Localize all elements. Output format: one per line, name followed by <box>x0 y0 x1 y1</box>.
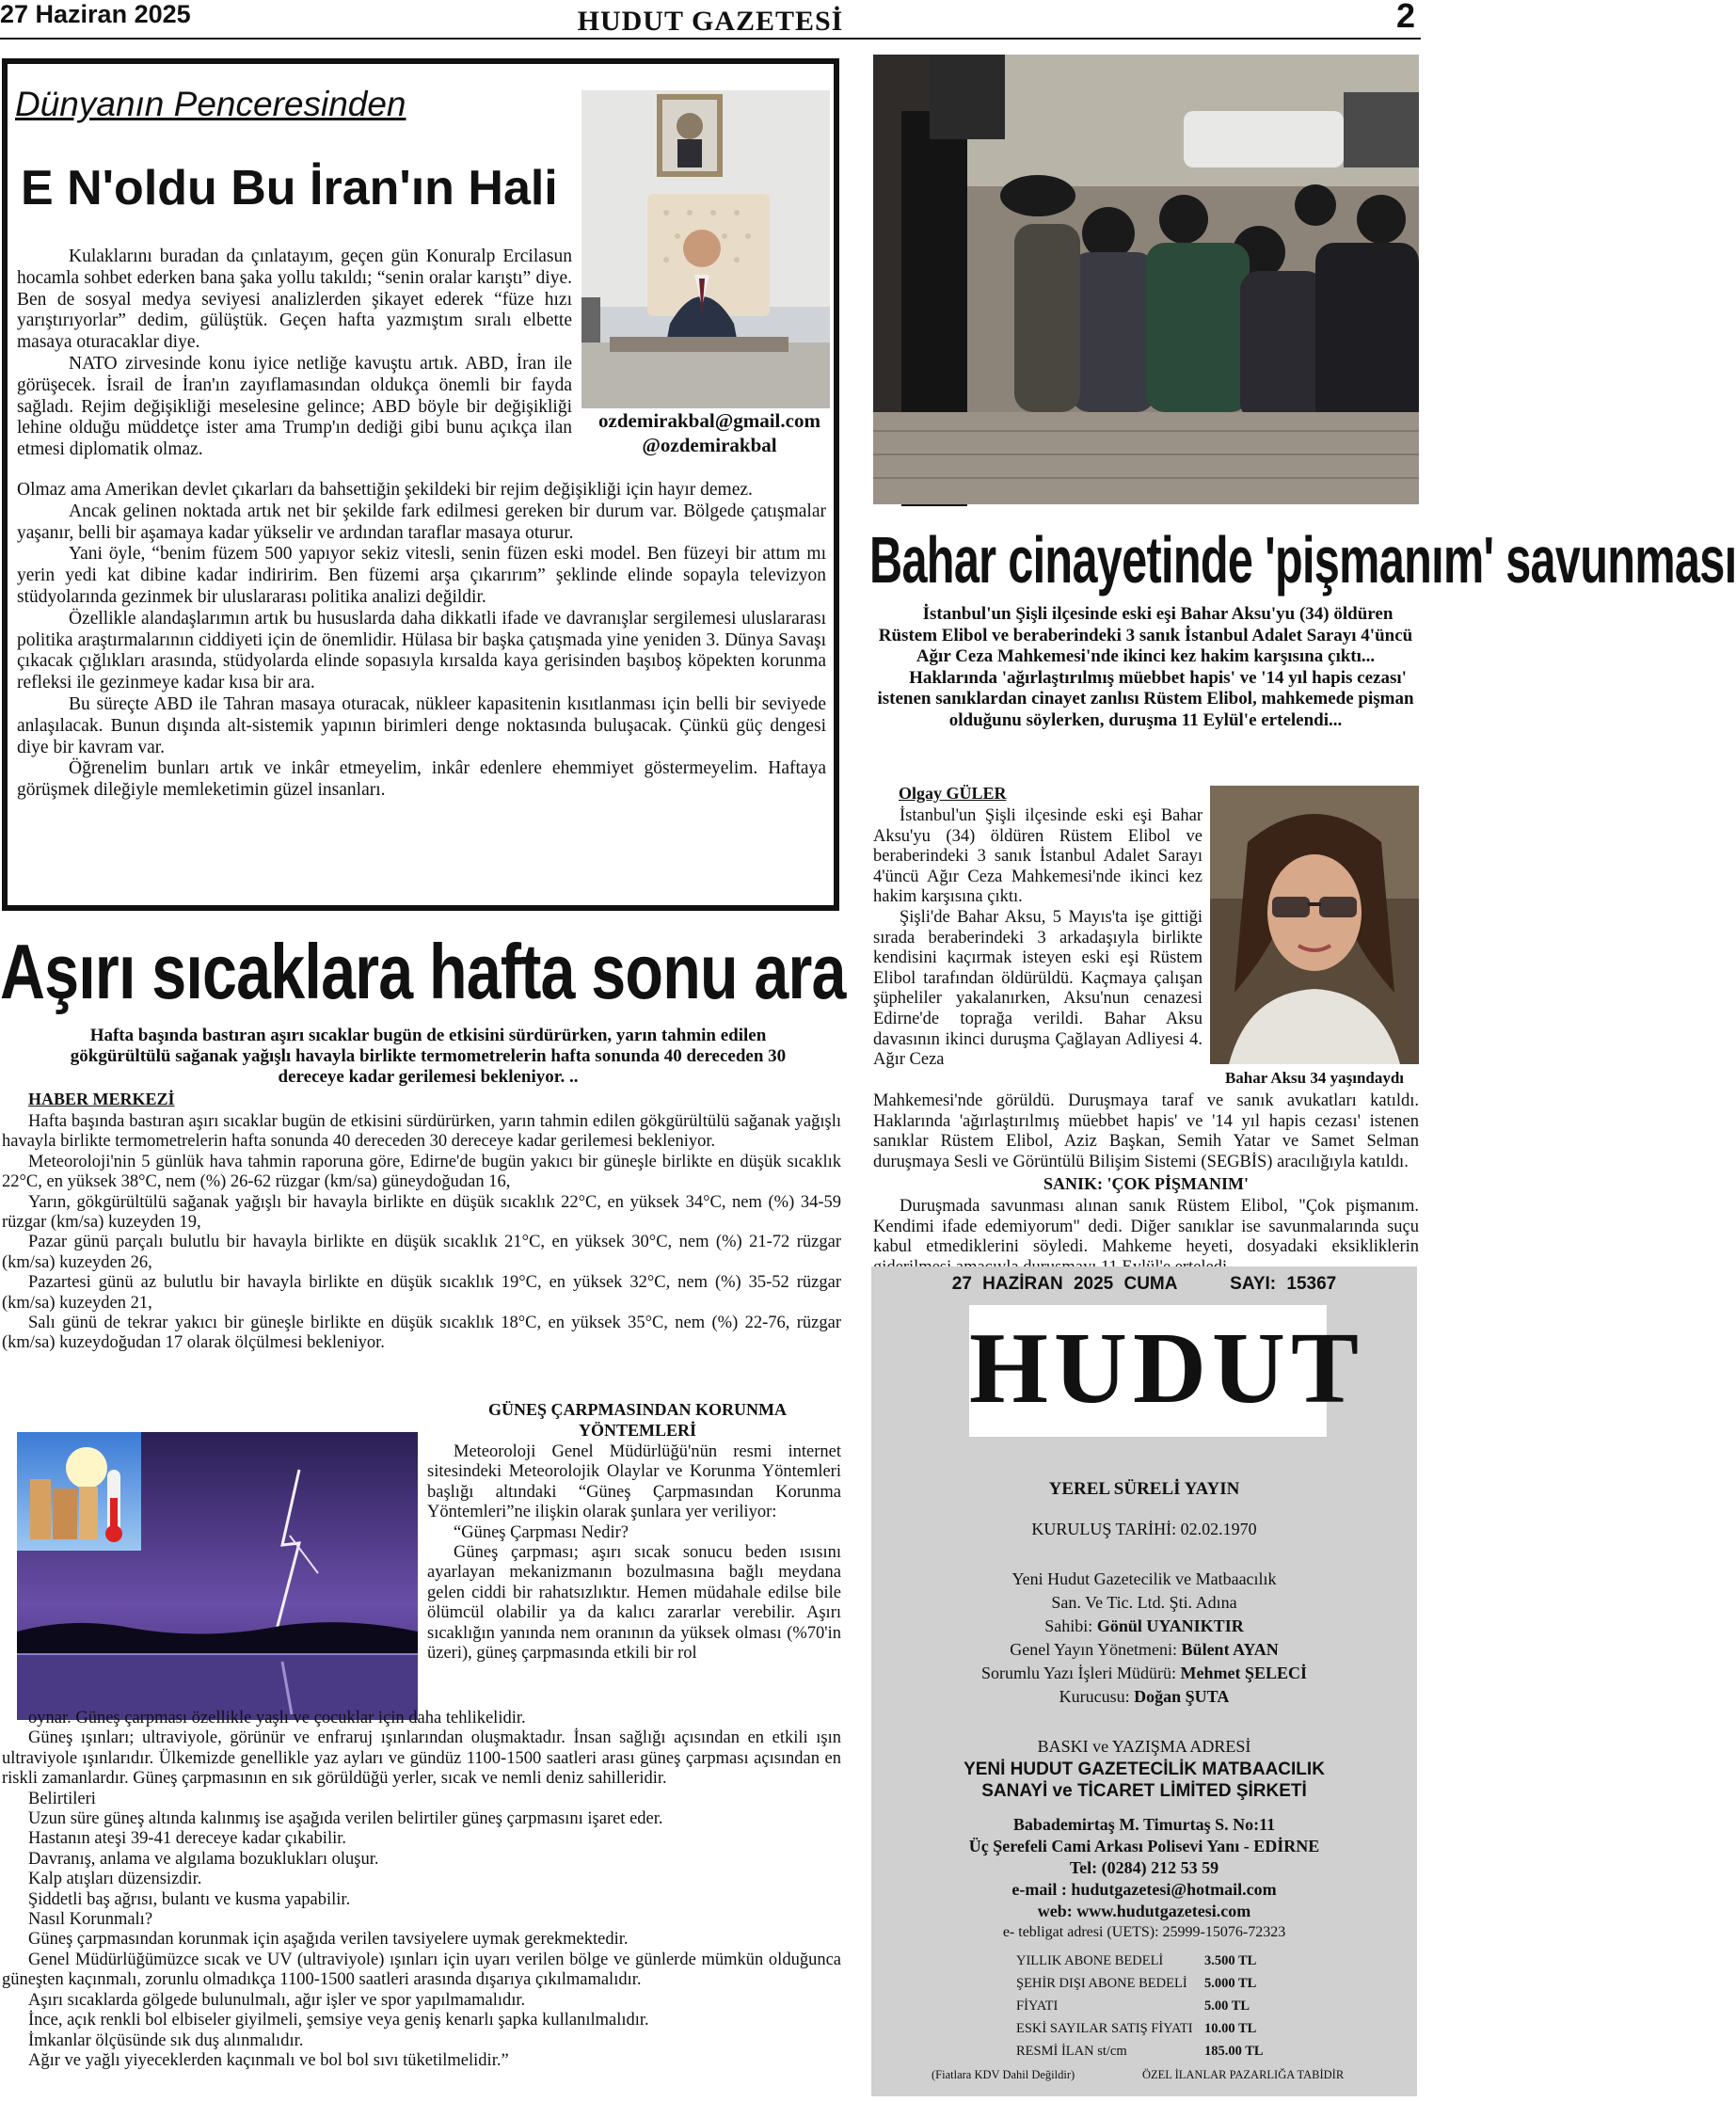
imprint-editor <box>871 1639 1417 1660</box>
column-body-bottom <box>17 480 826 802</box>
paragraph: Salı günü de tekrar yakıcı bir güneşle birlikte en düşük sıcaklık 18°C, en yüksek 35°C, nem (%) 22-76, rüzgar (km/sa) kuzeydoğudan 17 olarak ölçülmesi bekleniyor. <box>2 1314 841 1353</box>
columnist-email[interactable]: ozdemirakbal@gmail.com <box>598 409 820 432</box>
imprint-owner <box>871 1616 1417 1636</box>
imprint-address-1: Babademirtaş M. Timurtaş S. No:11 <box>1012 1815 1276 1834</box>
columnist-photo <box>581 90 830 408</box>
paragraph: Yarın, gökgürültülü sağanak yağışlı bir havayla birlikte en düşük sıcaklık 22°C, en yüksek 34°C, nem (%) 34-59 rüzgar (km/sa) kuzeyden 19, <box>2 1192 841 1233</box>
imprint-address-2: Üç Şerefeli Cami Arkası Polisevi Yanı - EDİRNE <box>968 1837 1320 1855</box>
page-number: 2 <box>1395 0 1415 35</box>
rate-value: 5.000 TL <box>1204 1976 1257 1991</box>
imprint-founder <box>871 1686 1417 1707</box>
bahar-byline: Olgay GÜLER <box>899 784 1007 803</box>
rate-value: 185.00 TL <box>1204 2044 1264 2059</box>
imprint-type: YEREL SÜRELİ YAYIN <box>1048 1479 1240 1499</box>
header-date: 27 Haziran 2025 <box>0 0 191 28</box>
victim-photo-caption: Bahar Aksu 34 yaşındaydı <box>1224 1069 1405 1087</box>
bahar-lead-2: Haklarında 'ağırlaştırılmış müebbet hapis' ve '14 yıl hapis cezası' istenen sanıklardan cinayet zanlısı Rüstem Elibol, mahkemede pişman olduğunu söylerken, duruşma 11 Eylül'e ertelendi... <box>877 667 1414 730</box>
paragraph: “Güneş Çarpması Nedir? <box>454 1522 629 1542</box>
header-rule <box>0 38 1421 40</box>
rates-note-vat: (Fiatlara KDV Dahil Değildir) <box>932 2068 1075 2081</box>
imprint-printer-1: YENİ HUDUT GAZETECİLİK MATBAACILIK <box>964 1760 1325 1779</box>
paragraph: Pazartesi günü az bulutlu bir havayla birlikte en düşük sıcaklık 19°C, en yüksek 32°C, nem (%) 35-52 rüzgar (km/sa) kuzeyden 21, <box>2 1273 841 1313</box>
column-headline: E N'oldu Bu İran'ın Hali <box>21 161 558 215</box>
heat-subheading: GÜNEŞ ÇARPMASINDAN KORUNMA YÖNTEMLERİ <box>488 1400 787 1440</box>
paragraph: Pazar günü parçalı bulutlu bir havayla birlikte en düşük sıcaklık 21°C, en yüksek 30°C, nem (%) 21-72 rüzgar (km/sa) kuzeyden 26, <box>2 1233 841 1272</box>
heat-body-side <box>427 1442 841 1664</box>
paragraph: Hafta başında bastıran aşırı sıcaklar bugün de etkisini sürdürürken, yarın tahmin edilen gökgürültülü sağanak yağışlı havayla birlikte termometrelerin hafta sonunda 40 dereceden 30 dereceye kadar gerilemesi bekleniyor. <box>2 1112 841 1152</box>
imprint-print-title: BASKI ve YAZIŞMA ADRESİ <box>1037 1737 1251 1756</box>
bahar-body-wide <box>873 1091 1419 1278</box>
bahar-subheading: SANIK: 'ÇOK PİŞMANIM' <box>1043 1174 1249 1194</box>
columnist-handle[interactable]: @ozdemirakbal <box>642 434 777 456</box>
imprint-founded: KURULUŞ TARİHİ: 02.02.1970 <box>1031 1520 1257 1538</box>
heat-byline: HABER MERKEZİ <box>28 1090 175 1108</box>
paragraph: İnce, açık renkli bol elbiseler giyilmeli, şemsiye veya geniş kenarlı şapka kullanılmalıdır. <box>28 2011 649 2030</box>
bahar-body-narrow <box>873 806 1202 1071</box>
paragraph: Uzun süre güneş altında kalınmış ise aşağıda verilen belirtiler güneş çarpmasını işaret eder. <box>28 1809 663 1829</box>
imprint-phone: Tel: (0284) 212 53 59 <box>1069 1858 1219 1877</box>
paragraph: Özellikle alandaşlarımın artık bu hususlarda daha dikkatli ifade ve davranışlar sergilemesi uluslararası politika araştırmalarının ciddiyeti için de önemlidir. Hülasa bir başka çatışmada yine yeniden 3. Dünya Savaşı çıkacak çığlıkları arasında, stüdyolarda elinde sopasıyla kırsalda kaya gerisinden başıboş köpekten korunma refleksi ile gezinmeye kadar kısa bir ara. <box>17 608 826 693</box>
newspaper-name: HUDUT GAZETESİ <box>577 6 844 37</box>
imprint-managing <box>871 1663 1417 1683</box>
paragraph: Şişli'de Bahar Aksu, 5 Mayıs'ta işe gittiği sırada beraberindeki 3 arkadaşıyla birlikte kendisini kaçırmak isteyen eski eşi Rüstem Elibol tarafından öldürüldü. Kaçmaya çalışan şüpheliler yakalanırken, Aksu'nun cenazesi Edirne'de toprağa verildi. Bahar Aksu davasının ikinci duruşma Çağlayan Adliyesi 4. Ağır Ceza <box>873 907 1202 1070</box>
bahar-lead-1: İstanbul'un Şişli ilçesinde eski eşi Bahar Aksu'yu (34) öldüren Rüstem Elibol ve beraberindeki 3 sanık İstanbul Adalet Sarayı 4'üncü Ağır Ceza Mahkemesi'nde ikinci kez hakim karşısına çıktı... <box>878 604 1413 666</box>
rate-label: RESMİ İLAN st/cm <box>1016 2044 1127 2059</box>
paragraph: Hastanın ateşi 39-41 dereceye kadar çıkabilir. <box>28 1829 346 1849</box>
paragraph: Belirtileri <box>28 1789 96 1808</box>
paragraph: Meteoroloji Genel Müdürlüğü'nün resmi internet sitesindeki Meteorolojik Olaylar ve Korunma Yöntemleri başlığı altındaki “Güneş Çarpmasından Korunma Yöntemleri”ne ilişkin olarak şunlara yer veriliyor: <box>427 1442 841 1522</box>
rate-value: 3.500 TL <box>1204 1953 1257 1968</box>
rate-label: FİYATI <box>1016 1998 1059 2014</box>
paragraph: Kalp atışları düzensizdir. <box>28 1870 202 1889</box>
owner-name: Gönül UYANIKTIR <box>1096 1616 1244 1635</box>
imprint-printer-2: SANAYİ ve TİCARET LİMİTED ŞİRKETİ <box>981 1781 1307 1801</box>
newspaper-logo: HUDUT <box>969 1313 1365 1425</box>
storm-photo <box>17 1432 418 1720</box>
victim-photo <box>1210 786 1419 1064</box>
imprint-dateline: 27 HAZİRAN 2025 CUMA SAYI: 15367 <box>951 1274 1337 1294</box>
managing-name: Mehmet ŞELECİ <box>1180 1664 1307 1682</box>
paragraph: Öğrenelim bunları artık ve inkâr etmeyelim, inkâr edenlere ehemmiyet göstermeyelim. Haftaya görüşmek dileğiyle memleketimin güzel insanları. <box>17 758 826 801</box>
paragraph: Ağır ve yağlı yiyeceklerden kaçınmalı ve bol bol sıvı tüketilmelidir.” <box>28 2050 509 2070</box>
paragraph: İmkanlar ölçüsünde sık duş alınmalıdır. <box>28 2030 304 2050</box>
rates-note-private: ÖZEL İLANLAR PAZARLIĞA TABİDİR <box>1142 2068 1345 2081</box>
heat-body-bottom <box>2 1709 841 2071</box>
imprint-company-2: San. Ve Tic. Ltd. Şti. Adına <box>1051 1593 1237 1612</box>
paragraph: oynar. Güneş çarpması özellikle yaşlı ve çocuklar için daha tehlikelidir. <box>28 1709 526 1728</box>
imprint-kep: e- tebligat adresi (UETS): 25999-15076-72323 <box>1002 1924 1286 1940</box>
founder-label: Kurucusu: <box>1059 1687 1130 1706</box>
imprint-email[interactable]: e-mail : hudutgazetesi@hotmail.com <box>1011 1880 1277 1899</box>
paragraph: Güneş ışınları; ultraviyole, görünür ve enfraruj ışınlarından oluşmaktadır. İnsan sağlığı açısından en etkili ışın ultraviyole ışınlarıdır. Ülkemizde genellikle yaz ayları ve gündüz 1100-1500 saatleri arası güneş çarpması açısından en riskli zamanlardır. Güneş çarpmasının en sık görüldüğü yerler, sıcak ve nemli deniz sahilleridir. <box>2 1728 841 1789</box>
rate-value: 10.00 TL <box>1204 2021 1257 2036</box>
rate-value: 5.00 TL <box>1204 1998 1250 2014</box>
paragraph: Mahkemesi'nde görüldü. Duruşmaya taraf ve sanık avukatları katıldı. Haklarında 'ağırlaştırılmış müebbet hapis' ve '14 yıl hapis cezası' istenen sanıklar Rüstem Elibol, Aziz Başkan, Semih Yatar ve Samet Selman duruşmaya Sesli ve Görüntülü Bilişim Sistemi (SEGBİS) aracılığıyla katıldı. <box>873 1091 1419 1171</box>
editor-name: Bülent AYAN <box>1181 1640 1279 1659</box>
paragraph: Duruşmada savunması alınan sanık Rüstem Elibol, "Çok pişmanım. Kendimi ifade edemiyorum" dedi. Diğer sanıklar ise savunmalarında suçu kabul etmediklerini söyledi. Mahkeme heyeti, dosyadaki eksikliklerin <box>873 1196 1419 1257</box>
bahar-headline: Bahar cinayetinde 'pişmanım' savunması <box>869 523 1736 597</box>
imprint-company-1: Yeni Hudut Gazetecilik ve Matbaacılık <box>1011 1569 1277 1588</box>
column-series-title: Dünyanın Penceresinden <box>15 85 406 123</box>
paragraph: Davranış, anlama ve algılama bozuklukları oluşur. <box>28 1849 379 1869</box>
paragraph: Güneş çarpması; aşırı sıcak sonucu beden ısısını ayarlayan mekanizmanın bozulmasına bağlı meydana gelen ciddi bir rahatsızlıktır. Hemen müdahale edilse bile ölümcül olabilir ya da kalıcı zararlar verebilir. Aşırı sıcaklığın yanında nem oranının da yüksek olması (%70'in üzeri), güneş çarpmasında etkili bir rol <box>427 1543 841 1664</box>
paragraph: Yani öyle, “benim füzem 500 yapıyor sekiz vitesli, senin füzen eski model. Ben füzeyi bir attım mı yerin yedi kat dibine kadar indiririm. Ben füzemi arşa çıkarırım” şeklinde elinde sopayla televizyon stüdyolarında gezinmek bir uluslararası politika analizi değildir. <box>17 544 826 607</box>
heat-lead: Hafta başında bastıran aşırı sıcaklar bugün de etkisini sürdürürken, yarın tahmin edilen gökgürültülü sağanak yağışlı havayla birlikte termometrelerin hafta sonunda 40 dereceden 30 dereceye kadar gerilemesi bekleniyor. .. <box>70 1026 787 1087</box>
editor-label: Genel Yayın Yönetmeni: <box>1010 1640 1178 1659</box>
founder-name: Doğan ŞUTA <box>1134 1687 1230 1706</box>
paragraph: Nasıl Korunmalı? <box>28 1910 153 1930</box>
heat-headline: Aşırı sıcaklara hafta sonu ara <box>0 928 846 1015</box>
managing-label: Sorumlu Yazı İşleri Müdürü: <box>981 1664 1176 1682</box>
paragraph: Olmaz ama Amerikan devlet çıkarları da bahsettiğin şekildeki bir rejim değişikliği için hayır demez. <box>17 480 753 500</box>
imprint-web[interactable]: web: www.hudutgazetesi.com <box>1037 1902 1251 1920</box>
paragraph: NATO zirvesinde konu iyice netliğe kavuştu artık. ABD, İran ile görüşecek. İsrail de İran'ın zayıflamasından oldukça önemli bir fayda sağladı. Rejim değişikliği meselesine gelince; ABD böyle bir değişikliği lehine olduğu müddetçe ister ama Trump'ın dediği gibi bunu açıkça ilan etmesi diplomatik olmaz. <box>17 353 572 460</box>
paragraph: İstanbul'un Şişli ilçesinde eski eşi Bahar Aksu'yu (34) öldüren Rüstem Elibol ve beraberindeki 3 sanık İstanbul Adalet Sarayı 4'üncü Ağır Ceza Mahkemesi'nde ikinci kez hakim karşısına çıktı. <box>873 806 1202 907</box>
bahar-lead <box>875 604 1416 731</box>
paragraph: Şiddetli baş ağrısı, bulantı ve kusma yapabilir. <box>28 1889 351 1909</box>
rate-label: YILLIK ABONE BEDELİ <box>1016 1953 1164 1968</box>
paragraph: Genel Müdürlüğümüzce sıcak ve UV (ultraviyole) ışınları için uyarı verilen bölge ve günlerde mümkün olduğunca güneşten kaçınmalı, zorunlu olmadıkça 1100-1500 saatleri arasında dışarıya çıkılmamalıdır. <box>2 1950 841 1990</box>
rate-label: ŞEHİR DIŞI ABONE BEDELİ <box>1016 1976 1187 1991</box>
column-body-top <box>17 247 572 461</box>
paragraph: Güneş çarpmasından korunmak için aşağıda verilen tavsiyelere uymak gerekmektedir. <box>28 1930 629 1950</box>
paragraph: Meteoroloji'nin 5 günlük hava tahmin raporuna göre, Edirne'de bugün yakıcı bir güneşle birlikte en düşük sıcaklık 22°C, en yüksek 38°C, nem (%) 26-62 rüzgar (km/sa) güneydoğudan 16, <box>2 1152 841 1192</box>
paragraph: Aşırı sıcaklarda gölgede bulunulmalı, ağır işler ve spor yapılmamalıdır. <box>28 1990 526 2010</box>
paragraph: Ancak gelinen noktada artık net bir şekilde fark edilmesi gereken bir durum var. Bölgede çatışmalar yaşanır, belli bir aşamaya kadar yükselir ve ardından taraflar masaya oturur. <box>17 501 826 543</box>
heat-body-top <box>2 1112 841 1354</box>
paragraph: Kulaklarını buradan da çınlatayım, geçen gün Konuralp Ercilasun hocamla sohbet ederken bana şaka yollu takıldı; “senin oralar karıştı” diye. Ben de sosyal medya seviyesi analizlerden şikayet ederek “füze hızı yarıştırıyorlar” dedim, gülüştük. Geçen hafta yazmıştım sıralı elbette masaya oturacaklar diye. <box>17 247 572 353</box>
owner-label: Sahibi: <box>1044 1616 1093 1635</box>
courthouse-photo <box>873 55 1419 504</box>
rate-label: ESKİ SAYILAR SATIŞ FİYATI <box>1016 2021 1193 2036</box>
paragraph: Bu süreçte ABD ile Tahran masaya oturacak, nükleer kapasitenin kısıtlanması için belli bir seviyede anlaşılacak. Bunun dışında alt-sistemik yapının birimleri denge noktasında buluşacak. Çünkü güç dengesi diye bir kavram var. <box>17 693 826 757</box>
columnist-contact <box>585 408 834 457</box>
